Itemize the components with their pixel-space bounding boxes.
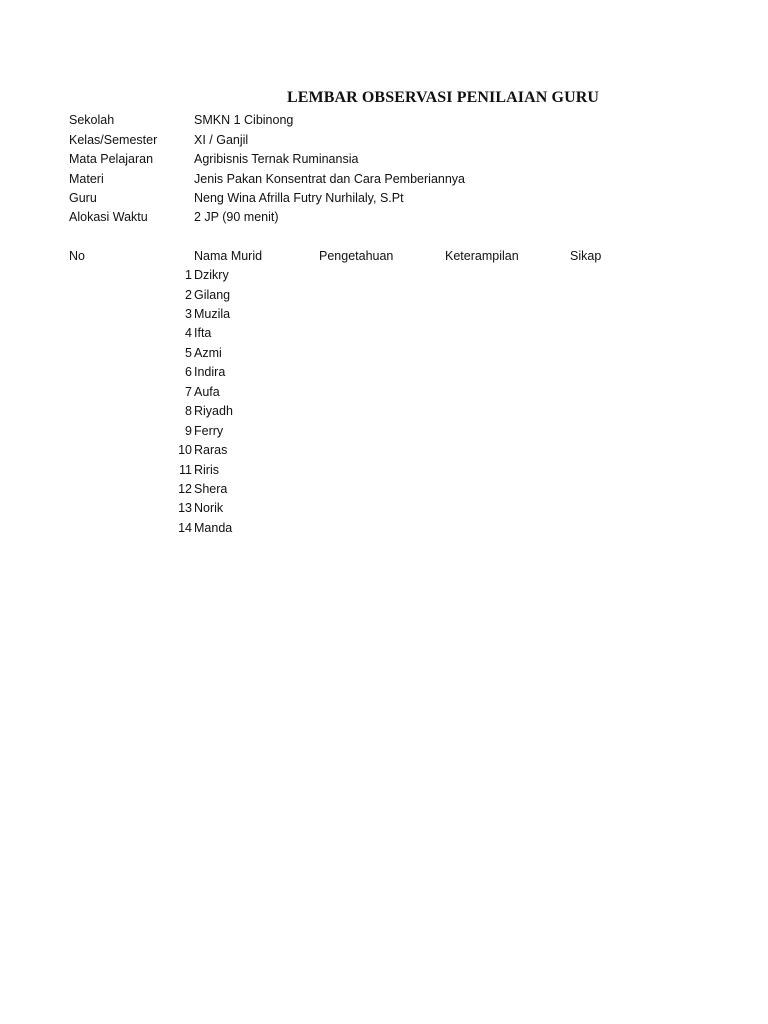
column-header-no: No <box>69 249 85 263</box>
info-value: Agribisnis Ternak Ruminansia <box>194 152 359 166</box>
info-label: Alokasi Waktu <box>69 210 148 224</box>
student-name: Raras <box>194 443 228 457</box>
student-number: 11 <box>179 463 192 477</box>
info-label: Materi <box>69 172 104 186</box>
column-header-knowledge: Pengetahuan <box>319 249 394 263</box>
student-name: Ifta <box>194 326 212 340</box>
student-number: 6 <box>185 365 192 379</box>
student-name: Azmi <box>194 346 222 360</box>
student-name: Indira <box>194 365 226 379</box>
info-value: SMKN 1 Cibinong <box>194 113 294 127</box>
student-name: Norik <box>194 501 224 515</box>
info-label: Mata Pelajaran <box>69 152 154 166</box>
student-name: Shera <box>194 482 228 496</box>
student-number: 10 <box>178 443 192 457</box>
student-name: Gilang <box>194 288 231 302</box>
info-label: Kelas/Semester <box>69 133 158 147</box>
student-name: Muzila <box>194 307 231 321</box>
info-value: 2 JP (90 menit) <box>194 210 279 224</box>
student-number: 7 <box>185 385 192 399</box>
student-number: 2 <box>185 288 192 302</box>
student-name: Aufa <box>194 385 220 399</box>
info-value: XI / Ganjil <box>194 133 249 147</box>
info-label: Sekolah <box>69 113 115 127</box>
student-number: 9 <box>185 424 192 438</box>
student-number: 14 <box>178 521 192 535</box>
student-number: 12 <box>178 482 192 496</box>
info-label: Guru <box>69 191 97 205</box>
info-value: Neng Wina Afrilla Futry Nurhilaly, S.Pt <box>194 191 404 205</box>
student-number: 4 <box>185 326 192 340</box>
column-header-skill: Keterampilan <box>445 249 519 263</box>
student-number: 8 <box>185 404 192 418</box>
student-name: Manda <box>194 521 233 535</box>
column-header-attitude: Sikap <box>570 249 602 263</box>
info-value: Jenis Pakan Konsentrat dan Cara Pemberiannya <box>194 172 465 186</box>
student-number: 5 <box>185 346 192 360</box>
student-number: 13 <box>178 501 192 515</box>
student-number: 1 <box>185 268 192 282</box>
page-title: LEMBAR OBSERVASI PENILAIAN GURU <box>286 89 600 106</box>
student-name: Ferry <box>194 424 224 438</box>
student-name: Riris <box>194 463 219 477</box>
student-name: Riyadh <box>194 404 233 418</box>
student-number: 3 <box>185 307 192 321</box>
column-header-name: Nama Murid <box>194 249 263 263</box>
student-name: Dzikry <box>194 268 229 282</box>
